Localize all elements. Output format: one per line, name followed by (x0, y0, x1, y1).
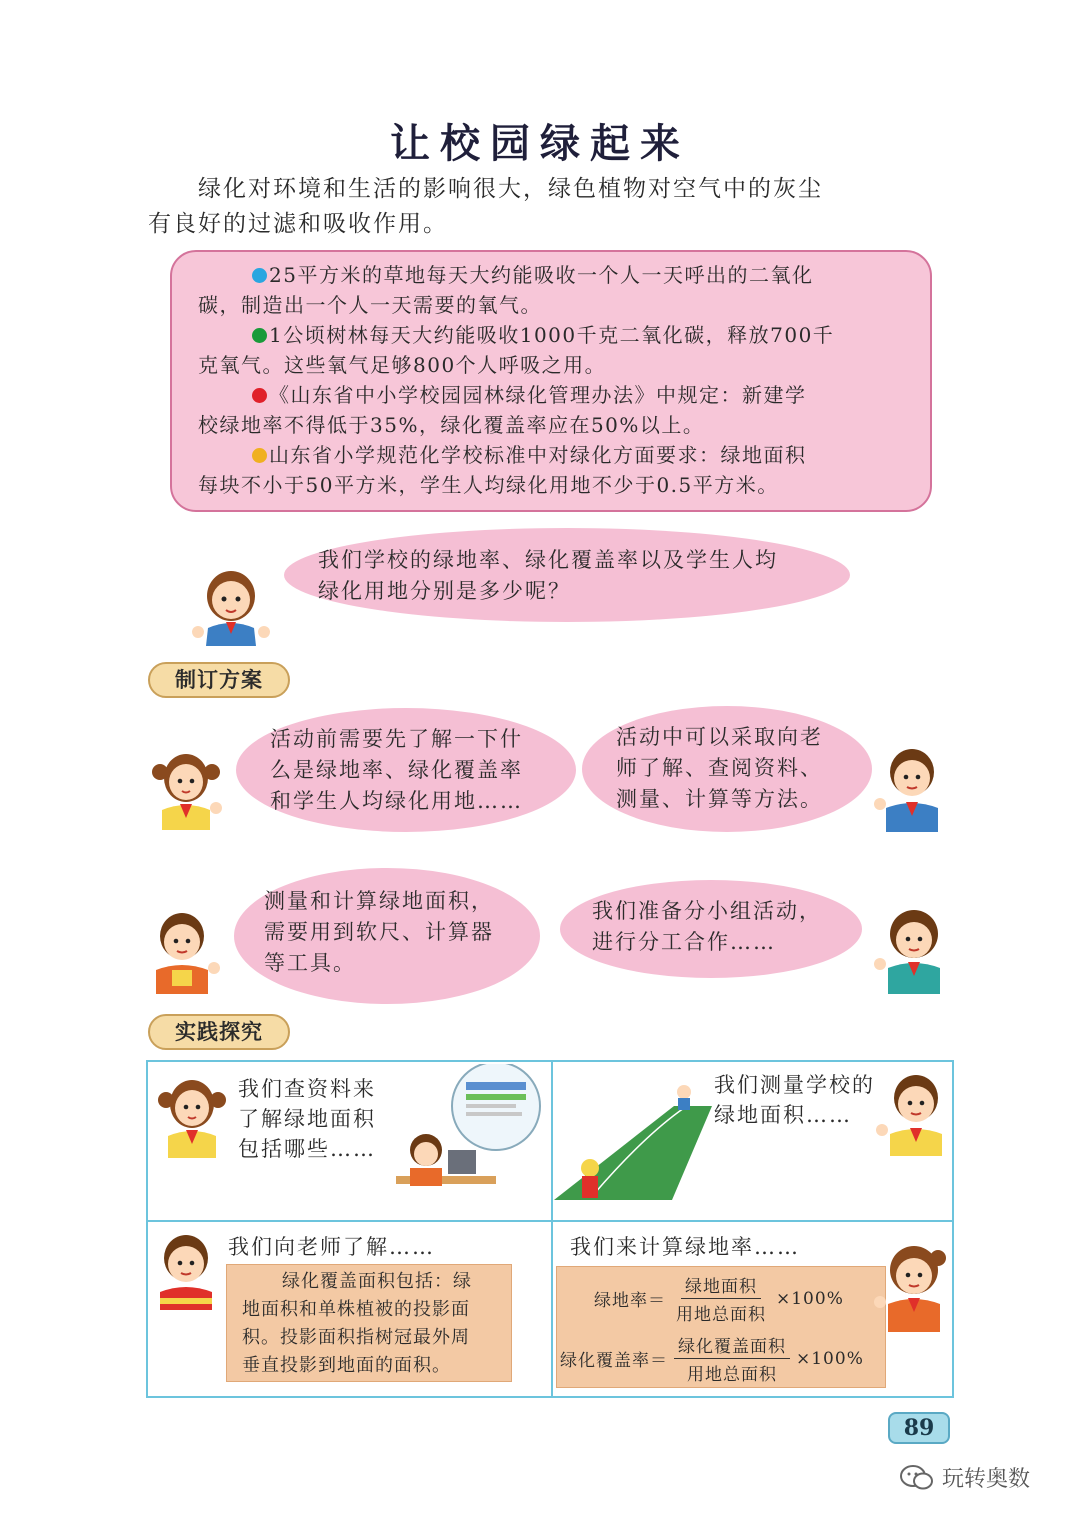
girl-character-icon (872, 1242, 952, 1332)
girl-character-icon (872, 906, 952, 994)
fraction: $\frac{\text{绿地面积}}{\text{用地总面积}}$ (672, 1272, 770, 1325)
girl-character-icon (152, 1074, 232, 1158)
fact-item: 25平方米的草地每天大约能吸收一个人一天呼出的二氧化 碳，制造出一个人一天需要的氧气。 (198, 263, 814, 317)
computer-research-icon (396, 1064, 550, 1198)
intro-line-2: 有良好的过滤和吸收作用。 (148, 211, 448, 237)
practice-cell-2-text: 我们测量学校的 绿地面积…… (714, 1073, 875, 1127)
section-practice-tag: 实践探究 (148, 1014, 290, 1050)
page-number: 89 (888, 1412, 950, 1444)
coverage-rate-formula: 绿化覆盖率＝ $\frac{\text{绿化覆盖面积}}{\text{用地总面积}}$ ×100% (560, 1332, 864, 1385)
watermark: 玩转奥数 (900, 1462, 1030, 1493)
girl-character-icon (146, 748, 226, 830)
green-rate-formula: 绿地率＝ $\frac{\text{绿地面积}}{\text{用地总面积}}$ ×100% (594, 1272, 844, 1325)
plan-bubble-4-text: 我们准备分小组活动， 进行分工合作…… (592, 899, 822, 954)
boy-character-icon (146, 908, 222, 994)
definition-note-text: 绿化覆盖面积包括：绿 地面积和单株植被的投影面 积。投影面积指树冠最外周 垂直投影到地面的面积。 (242, 1271, 472, 1376)
grid-divider (551, 1062, 553, 1396)
boy-character-icon (874, 1068, 952, 1156)
plan-bubble-2-text: 活动中可以采取向老 师了解、查阅资料、 测量、计算等方法。 (616, 725, 823, 811)
boy-character-icon (872, 742, 948, 832)
intro-paragraph (148, 172, 968, 242)
grid-divider (148, 1220, 952, 1222)
green-bullet-icon (252, 328, 267, 343)
intro-line-1: 绿化对环境和生活的影响很大，绿色植物对空气中的灰尘 (198, 176, 823, 202)
page-title: 让校园绿起来 (390, 121, 690, 167)
fact-item: 《山东省中小学校园园林绿化管理办法》中规定：新建学 校绿地率不得低于35%，绿化覆盖率应在50%以上。 (198, 383, 807, 437)
practice-cell-3-label: 我们向老师了解…… (228, 1235, 435, 1259)
boy-character-icon (150, 1230, 226, 1310)
blue-bullet-icon (252, 268, 267, 283)
red-bullet-icon (252, 388, 267, 403)
facts-box (170, 250, 932, 512)
fraction: $\frac{\text{绿化覆盖面积}}{\text{用地总面积}}$ (674, 1332, 790, 1385)
plan-bubble-3-text: 测量和计算绿地面积， 需要用到软尺、计算器 等工具。 (264, 889, 494, 975)
yellow-bullet-icon (252, 448, 267, 463)
practice-cell-4-label: 我们来计算绿地率…… (570, 1235, 800, 1259)
question-text: 我们学校的绿地率、绿化覆盖率以及学生人均 绿化用地分别是多少呢？ (318, 548, 778, 603)
green-lawn-measuring-icon (554, 1076, 714, 1208)
section-plan-tag: 制订方案 (148, 662, 290, 698)
girl-character-icon (186, 566, 276, 646)
fact-item: 1公顷树林每天大约能吸收1000千克二氧化碳，释放700千 克氧气。这些氧气足够800个人呼吸之用。 (198, 323, 835, 377)
practice-cell-1-text: 我们查资料来 了解绿地面积 包括哪些…… (238, 1077, 376, 1161)
wechat-icon (900, 1464, 934, 1492)
plan-bubble-1-text: 活动前需要先了解一下什 么是绿地率、绿化覆盖率 和学生人均绿化用地…… (270, 727, 523, 813)
fact-item: 山东省小学规范化学校标准中对绿化方面要求：绿地面积 每块不小于50平方米，学生人均绿化用地不少于0.5平方米。 (198, 443, 807, 497)
